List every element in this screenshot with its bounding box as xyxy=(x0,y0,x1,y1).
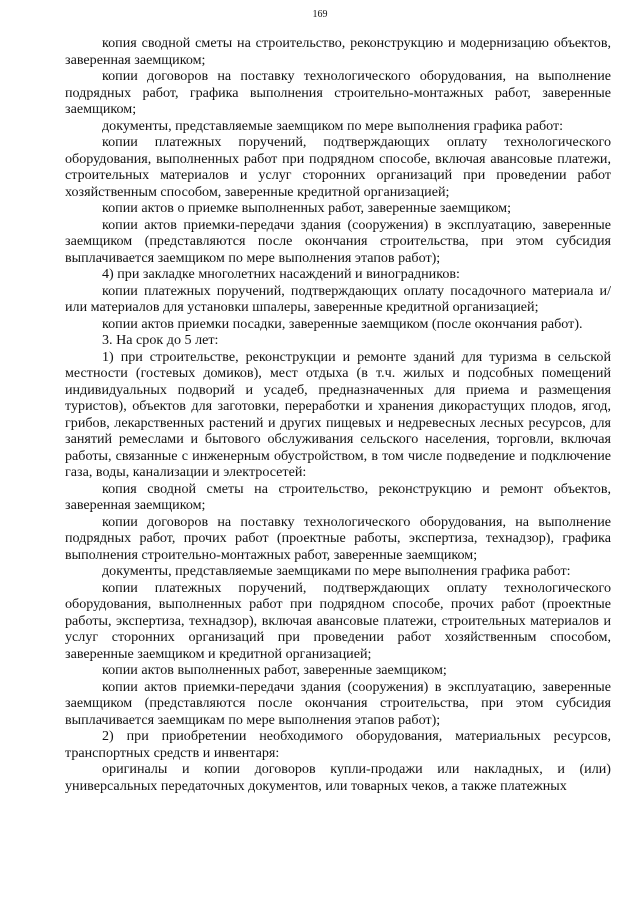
paragraph: копия сводной сметы на строительство, реконструкцию и ремонт объектов, заверенная заемщиком; xyxy=(65,480,611,513)
paragraph: копии актов выполненных работ, заверенные заемщиком; xyxy=(102,662,447,678)
page-number: 169 xyxy=(312,9,328,20)
paragraph: копии договоров на поставку технологического оборудования, на выполнение подрядных работ, графика выполнения строительно-монтажных работ, заверенные заемщиком; xyxy=(65,68,611,117)
paragraph: копии актов приемки посадки, заверенные заемщиком (после окончания работ). xyxy=(102,315,583,332)
paragraph: копия сводной сметы на строительство, реконструкцию и модернизацию объектов, заверенная заемщиком; xyxy=(65,35,611,68)
paragraph: 1) при строительстве, реконструкции и ремонте зданий для туризма в сельской местности (гостевых домиков), мест отдыха (в т.ч. жилых и подсобных помещений индивидуальных подворий и усадеб, предназначенных для приема и размещения туристов), объектов для заготовки, переработки и хранения дикорастущих плодов, ягод, грибов, лекарственных растений и других пищевых и недревесных лесных ресурсов, для занятий ремеслами и бытового обслуживания сельского населения, торговли, включая работы, связанные с инженерным обустройством, в том числе подведение и подключение газа, воды, канализации и электросетей: xyxy=(65,348,611,480)
paragraph: копии платежных поручений, подтверждающих оплату посадочного материала и/или материалов для установки шпалеры, заверенные кредитной организацией; xyxy=(65,282,611,315)
paragraph: копии актов о приемке выполненных работ, заверенные заемщиком; xyxy=(102,200,511,216)
document-body xyxy=(65,35,611,794)
paragraph: 2) при приобретении необходимого оборудования, материальных ресурсов, транспортных средств и инвентаря: xyxy=(65,728,611,761)
paragraph: 4) при закладке многолетних насаждений и виноградников: xyxy=(102,266,460,282)
paragraph: оригиналы и копии договоров купли-продажи или накладных, и (или) универсальных передаточных документов, или товарных чеков, а также платежных xyxy=(65,761,611,794)
paragraph: копии актов приемки-передачи здания (сооружения) в эксплуатацию, заверенные заемщиком (представляются после окончания строительства, при этом субсидия выплачивается заемщиком по мере выполнения этапов работ); xyxy=(65,216,611,266)
paragraph: документы, представляемые заемщиком по мере выполнения графика работ: xyxy=(102,117,564,134)
paragraph: документы, представляемые заемщиками по мере выполнения графика работ: xyxy=(102,563,571,579)
paragraph: копии платежных поручений, подтверждающих оплату технологического оборудования, выполненных работ при подрядном способе, прочих работ (проектные работы, экспертиза, технадзор), включая авансовые платежи, строительных материалов и услуг сторонних организаций при проведении работ хозяйственным способом, заверенные заемщиком и кредитной организацией; xyxy=(65,579,611,662)
paragraph: копии платежных поручений, подтверждающих оплату технологического оборудования, выполненных работ при подрядном способе, включая авансовые платежи, строительных материалов и услуг сторонних организаций при проведении работ хозяйственным способом, заверенные кредитной организацией; xyxy=(65,134,611,200)
paragraph: копии договоров на поставку технологического оборудования, на выполнение подрядных работ, прочих работ (проектные работы, экспертиза, технадзор), графика выполнения строительно-монтажных работ, заверенные заемщиком; xyxy=(65,513,611,563)
paragraph: 3. На срок до 5 лет: xyxy=(102,332,219,348)
paragraph: копии актов приемки-передачи здания (сооружения) в эксплуатацию, заверенные заемщиком (представляются после окончания строительства, при этом субсидия выплачивается заемщикам по мере выполнения этапов работ); xyxy=(65,678,611,728)
